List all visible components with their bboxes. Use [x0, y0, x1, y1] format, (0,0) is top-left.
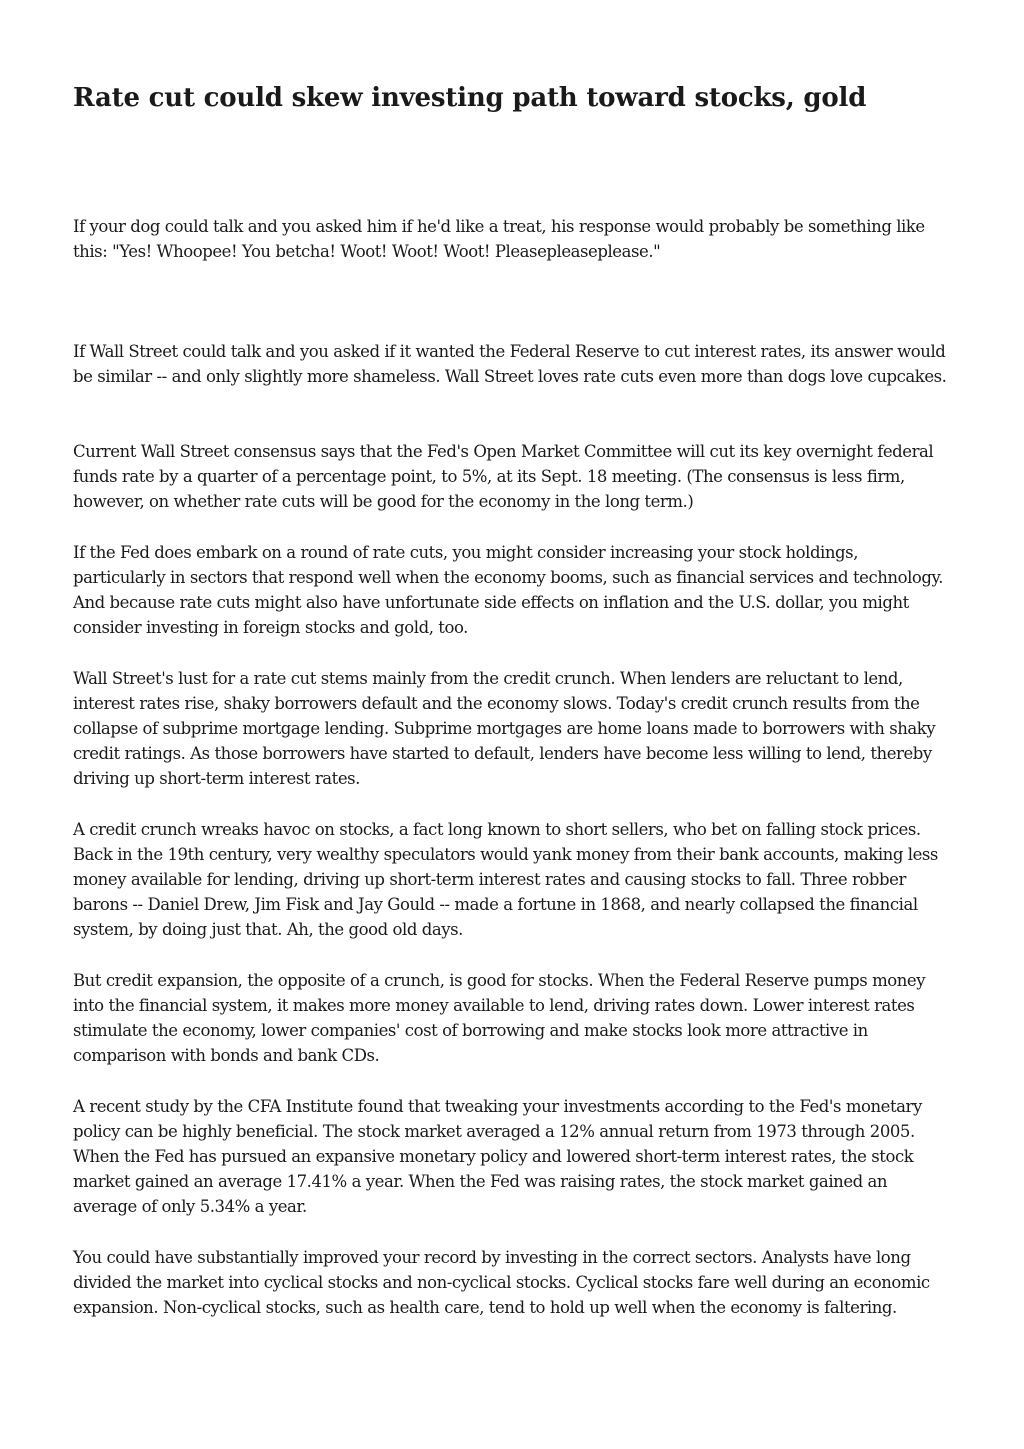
article-paragraph-3: Current Wall Street consensus says that the Fed's Open Market Committee will cut its key overnight federal funds rate by a quarter of a percentage point, to 5%, at its Sept. 18 meeting. (The consensus is less firm, however, on whether rate cuts will be good for the economy in the long term.) [73, 442, 934, 511]
article-paragraph-5: Wall Street's lust for a rate cut stems mainly from the credit crunch. When lenders are reluctant to lend, interest rates rise, shaky borrowers default and the economy slows. Today's credit crunch results from the collapse of subprime mortgage lending. Subprime mortgages are home loans made to borrowers with shaky credit ratings. As those borrowers have started to default, lenders have become less willing to lend, thereby driving up short-term interest rates. [73, 669, 936, 788]
article-paragraph-2: If Wall Street could talk and you asked if it wanted the Federal Reserve to cut interest rates, its answer would be similar -- and only slightly more shameless. Wall Street loves rate cuts even more than dogs love cupcakes. [73, 342, 947, 386]
article-title: Rate cut could skew investing path toward stocks, gold [73, 83, 867, 113]
article-paragraph-7: But credit expansion, the opposite of a crunch, is good for stocks. When the Federal Reserve pumps money into the financial system, it makes more money available to lend, driving rates down. Lower interest rates stimulate the economy, lower companies' cost of borrowing and make stocks look more attractive in comparison with bonds and bank CDs. [73, 971, 926, 1065]
article-paragraph-6: A credit crunch wreaks havoc on stocks, a fact long known to short sellers, who bet on falling stock prices. Back in the 19th century, very wealthy speculators would yank money from their bank accounts, making less money available for lending, driving up short-term interest rates and causing stocks to fall. Three robber barons -- Daniel Drew, Jim Fisk and Jay Gould -- made a fortune in 1868, and nearly collapsed the financial system, by doing just that. Ah, the good old days. [73, 820, 938, 939]
article-paragraph-8: A recent study by the CFA Institute found that tweaking your investments according to the Fed's monetary policy can be highly beneficial. The stock market averaged a 12% annual return from 1973 through 2005. When the Fed has pursued an expansive monetary policy and lowered short-term interest rates, the stock market gained an average 17.41% a year. When the Fed was raising rates, the stock market gained an average of only 5.34% a year. [73, 1097, 922, 1216]
article-paragraph-1: If your dog could talk and you asked him if he'd like a treat, his response would probably be something like this: "Yes! Whoopee! You betcha! Woot! Woot! Woot! Pleasepleaseplease." [73, 217, 925, 261]
article-paragraph-4: If the Fed does embark on a round of rate cuts, you might consider increasing your stock holdings, particularly in sectors that respond well when the economy booms, such as financial services and technology. And because rate cuts might also have unfortunate side effects on inflation and the U.S. dollar, you might consider investing in foreign stocks and gold, too. [73, 543, 943, 637]
article-paragraph-9: You could have substantially improved your record by investing in the correct sectors. Analysts have long divided the market into cyclical stocks and non-cyclical stocks. Cyclical stocks fare well during an economic expansion. Non-cyclical stocks, such as health care, tend to hold up well when the economy is faltering. [73, 1248, 930, 1317]
